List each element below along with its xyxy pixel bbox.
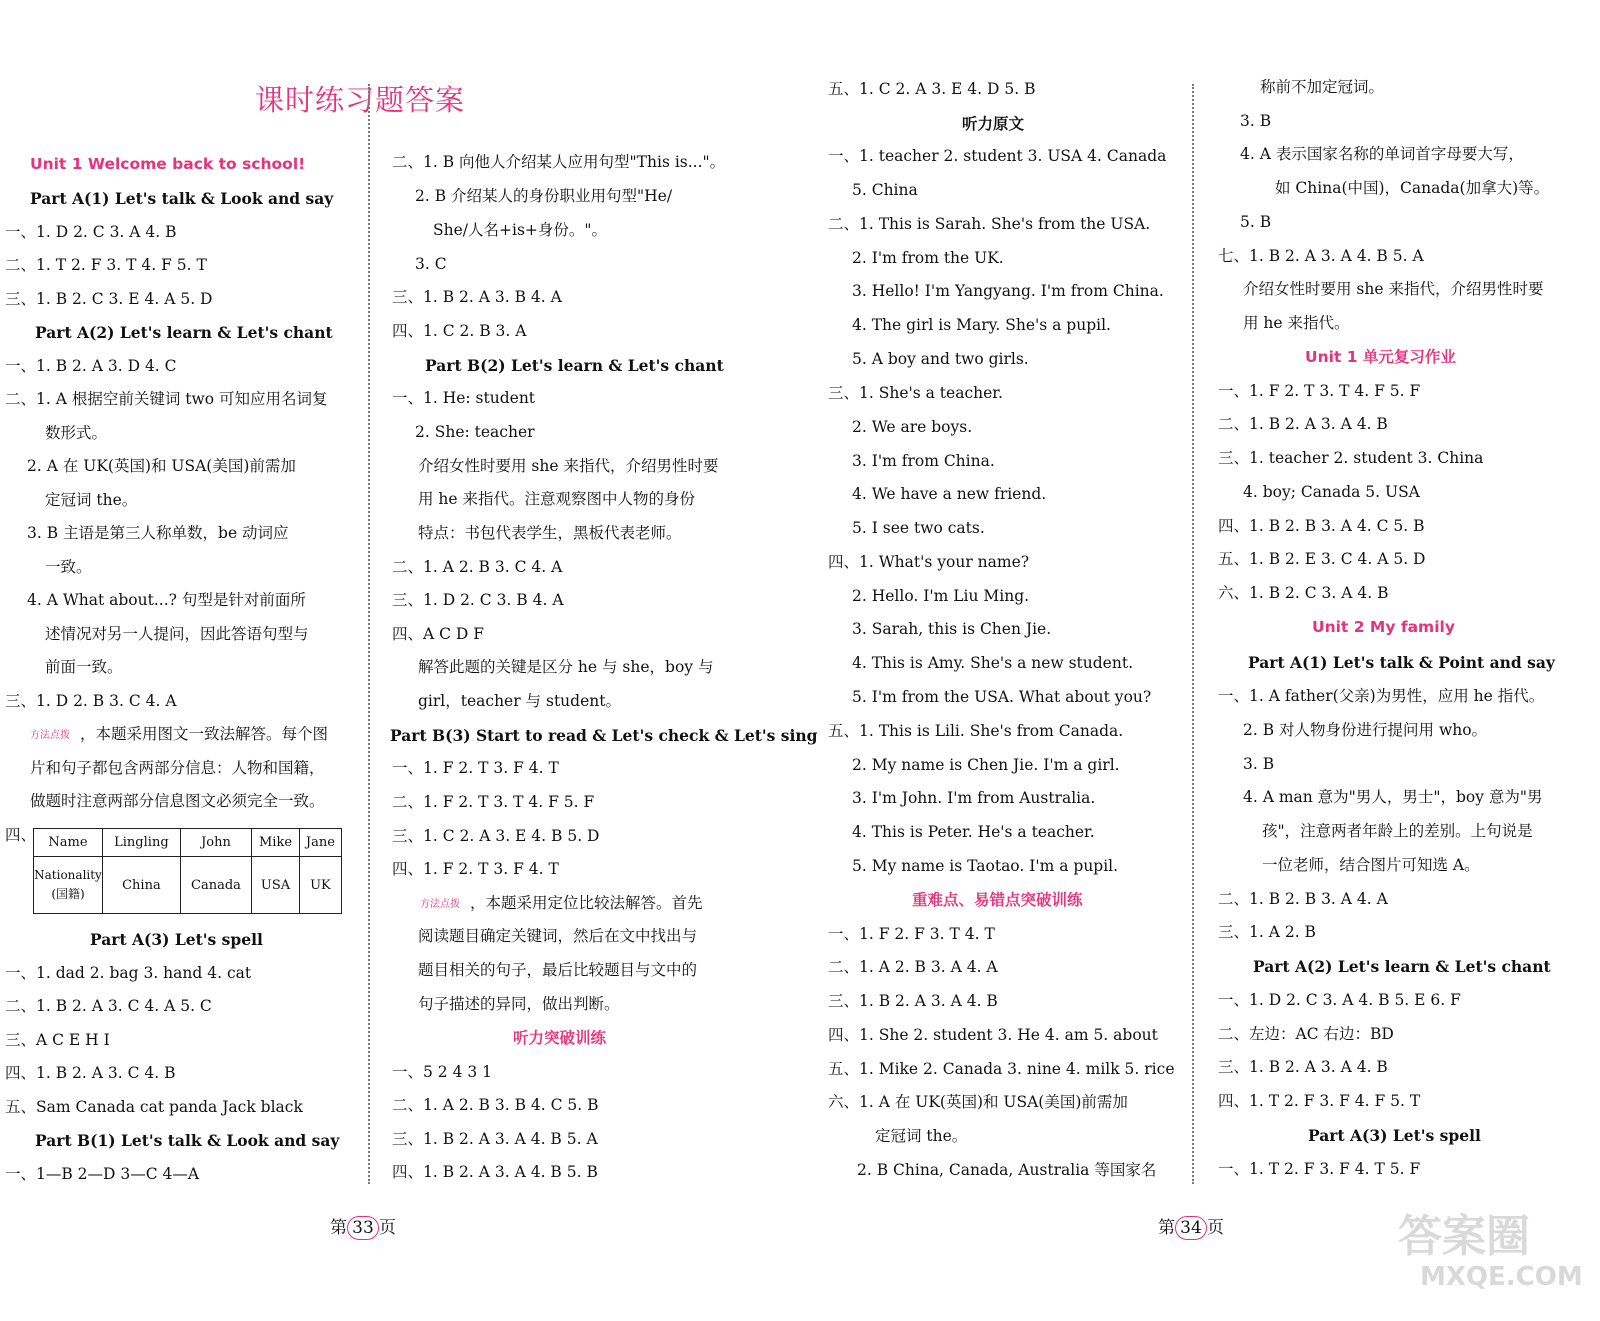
answer-line: 五、1. C 2. A 3. E 4. D 5. B [828,80,1036,98]
section-heading: Unit 1 Welcome back to school! [30,155,306,173]
answer-line: 5. I'm from the USA. What about you? [852,688,1152,706]
answer-line: 四、1. C 2. B 3. A [392,322,527,340]
answer-line: 三、1. C 2. A 3. E 4. B 5. D [392,827,600,845]
answer-line: 定冠词 the。 [875,1127,968,1145]
part-heading: Part A(2) Let's learn & Let's chant [1253,957,1551,976]
answer-line: 4. We have a new friend. [852,485,1047,503]
answer-line: 特点：书包代表学生，黑板代表老师。 [418,524,682,542]
answer-line: 三、1. A 2. B [1218,923,1316,941]
answer-line: 孩"，注意两者年龄上的差别。上句说是 [1262,822,1533,840]
answer-line: 4. A man 意为"男人，男士"，boy 意为"男 [1243,788,1543,806]
answer-line: ，本题采用图文一致法解答。每个图 [80,725,329,743]
table-row-label: Nationality (国籍) [34,857,103,914]
section-heading: 重难点、易错点突破训练 [912,891,1083,909]
part-heading: Part A(3) Let's spell [1308,1126,1481,1145]
answer-line: 3. I'm from China. [852,452,995,470]
answer-line: 称前不加定冠词。 [1260,78,1385,96]
answer-line: 题目相关的句子，最后比较题目与文中的 [418,961,698,979]
answer-line: 用 he 来指代。注意观察图中人物的身份 [418,490,696,508]
answer-line: 三、1. B 2. A 3. B 4. A [392,288,562,306]
nationality-table [33,828,342,914]
answer-line: ，本题采用定位比较法解答。首先 [470,894,703,912]
answer-line: 解答此题的关键是区分 he 与 she，boy 与 [418,658,714,676]
answer-line: 一、1. T 2. F 3. F 4. T 5. F [1218,1160,1421,1178]
answer-line: 四、1. B 2. A 3. A 4. B 5. B [392,1163,598,1181]
answer-line: 一、1. F 2. T 3. T 4. F 5. F [1218,382,1421,400]
watermark-url: MXQE.COM [1420,1262,1583,1292]
answer-line: 二、1. A 2. B 3. A 4. A [828,958,998,976]
answer-line: 二、1. T 2. F 3. T 4. F 5. T [5,256,207,274]
answer-line: 一、1. D 2. C 3. A 4. B 5. E 6. F [1218,991,1461,1009]
answer-line: 五、1. Mike 2. Canada 3. nine 4. milk 5. rice [828,1060,1175,1078]
answer-line: 4. The girl is Mary. She's a pupil. [852,316,1111,334]
table-header: Name [34,829,103,857]
answer-line: 四、1. She 2. student 3. He 4. am 5. about [828,1026,1158,1044]
answer-line: 二、1. B 向他人介绍某人应用句型"This is..."。 [392,153,726,171]
answer-line: 三、1. B 2. A 3. A 4. B [1218,1058,1388,1076]
answer-line: 数形式。 [45,424,108,442]
part-heading: Part A(1) Let's talk & Point and say [1248,653,1555,672]
answer-line: 三、1. teacher 2. student 3. China [1218,449,1484,467]
answer-line: 六、1. B 2. C 3. A 4. B [1218,584,1389,602]
answer-line: 2. My name is Chen Jie. I'm a girl. [852,756,1120,774]
answer-line: 4. A What about...? 句型是针对前面所 [27,591,306,609]
answer-line: 三、1. B 2. A 3. A 4. B 5. A [392,1130,598,1148]
answer-line: 4. This is Amy. She's a new student. [852,654,1133,672]
answer-line: 七、1. B 2. A 3. A 4. B 5. A [1218,247,1424,265]
section-heading: 听力突破训练 [513,1029,607,1047]
answer-line: 片和句子都包含两部分信息：人物和国籍， [30,759,325,777]
answer-line: 五、1. B 2. E 3. C 4. A 5. D [1218,550,1426,568]
answer-line: 一、1. He: student [392,389,536,407]
answer-line: 三、1. D 2. C 3. B 4. A [392,591,564,609]
answer-line: 一、1—B 2—D 3—C 4—A [5,1165,200,1183]
answer-line: 四、1. B 2. A 3. C 4. B [5,1064,176,1082]
answer-line: 3. C [415,255,447,273]
answer-line: 一致。 [45,558,92,576]
part-heading: Part B(2) Let's learn & Let's chant [425,356,724,375]
answer-line: 阅读题目确定关键词，然后在文中找出与 [418,927,698,945]
answer-line: 介绍女性时要用 she 来指代，介绍男性时要 [418,457,719,475]
answer-line: 如 China(中国)，Canada(加拿大)等。 [1275,179,1550,197]
answer-line: 四、1. F 2. T 3. F 4. T [392,860,559,878]
table-header: John [180,829,251,857]
answer-line: 四、A C D F [392,625,485,643]
answer-line: 3. I'm John. I'm from Australia. [852,789,1096,807]
table-cell: Canada [180,857,251,914]
part-heading: Part B(3) Start to read & Let's check & Let's sing [390,726,818,745]
answer-line: She/人名+is+身份。"。 [433,221,608,239]
method-tag: 方法点拨 [420,899,460,910]
answer-line: 一、1. D 2. C 3. A 4. B [5,223,177,241]
answer-line: 5. My name is Taotao. I'm a pupil. [852,857,1119,875]
answer-line: 三、1. B 2. A 3. A 4. B [828,992,998,1010]
answer-line: 2. B China, Canada, Australia 等国家名 [857,1161,1157,1179]
answer-line: 5. China [852,181,918,199]
part-heading: Part A(3) Let's spell [90,930,263,949]
answer-line: 前面一致。 [45,658,123,676]
part-heading: Part B(1) Let's talk & Look and say [35,1131,340,1150]
table-header: Jane [299,829,341,857]
answer-line: 2. She: teacher [415,423,535,441]
answer-line: 3. Hello! I'm Yangyang. I'm from China. [852,282,1164,300]
table-cell: UK [299,857,341,914]
answer-line: 二、1. B 2. A 3. A 4. B [1218,415,1388,433]
page-title: 课时练习题答案 [255,83,466,117]
answer-line: 二、1. This is Sarah. She's from the USA. [828,215,1151,233]
answer-line: 3. B [1240,112,1272,130]
part-heading: Part A(2) Let's learn & Let's chant [35,323,333,342]
watermark-logo: 答案圈 [1398,1211,1530,1262]
answer-line: 五、Sam Canada cat panda Jack black [5,1098,303,1116]
answer-line: 介绍女性时要用 she 来指代，介绍男性时要 [1243,280,1544,298]
table-cell: China [103,857,181,914]
answer-line: 四、 [5,826,37,844]
answer-line: 一位老师，结合图片可知选 A。 [1262,856,1480,874]
answer-line: 用 he 来指代。 [1243,314,1350,332]
answer-line: 4. boy; Canada 5. USA [1243,483,1420,501]
answer-line: 二、左边：AC 右边：BD [1218,1025,1394,1043]
page-number-right: 第 34 页 [1158,1218,1224,1238]
answer-line: 2. I'm from the UK. [852,249,1004,267]
answer-line: 一、1. A father(父亲)为男性，应用 he 指代。 [1218,687,1545,705]
answer-line: 5. I see two cats. [852,519,985,537]
column-divider [1192,84,1194,1184]
answer-line: 2. We are boys. [852,418,973,436]
answer-line: 一、1. F 2. F 3. T 4. T [828,925,995,943]
page-number-left: 第 33 页 [330,1218,396,1238]
answer-line: 5. A boy and two girls. [852,350,1029,368]
answer-line: 句子描述的异同，做出判断。 [418,995,620,1013]
answer-line: 二、1. A 根据空前关键词 two 可知应用名词复 [5,390,328,408]
answer-line: 2. B 对人物身份进行提问用 who。 [1243,721,1488,739]
answer-line: 一、1. dad 2. bag 3. hand 4. cat [5,964,252,982]
answer-line: 5. B [1240,213,1272,231]
answer-line: 四、1. T 2. F 3. F 4. F 5. T [1218,1092,1421,1110]
answer-line: 一、5 2 4 3 1 [392,1063,493,1081]
answer-line: 2. A 在 UK(英国)和 USA(美国)前需加 [27,457,296,475]
answer-line: 3. B [1243,755,1275,773]
answer-line: 定冠词 the。 [45,491,138,509]
answer-line: 3. Sarah, this is Chen Jie. [852,620,1052,638]
answer-line: 五、1. This is Lili. She's from Canada. [828,722,1124,740]
section-heading: Unit 2 My family [1312,618,1455,636]
answer-line: 一、1. F 2. T 3. F 4. T [392,759,559,777]
answer-line: 二、1. A 2. B 3. C 4. A [392,558,563,576]
answer-line: 三、1. She's a teacher. [828,384,1003,402]
answer-line: 4. A 表示国家名称的单词首字母要大写， [1240,145,1524,163]
answer-line: girl，teacher 与 student。 [418,692,621,710]
answer-line: 一、1. teacher 2. student 3. USA 4. Canada [828,147,1167,165]
answer-line: 一、1. B 2. A 3. D 4. C [5,357,177,375]
answer-line: 四、1. What's your name? [828,553,1030,571]
answer-line: 2. Hello. I'm Liu Ming. [852,587,1030,605]
part-heading: 听力原文 [962,114,1025,133]
method-tag: 方法点拨 [30,730,70,741]
answer-line: 三、1. D 2. B 3. C 4. A [5,692,177,710]
answer-line: 三、1. B 2. C 3. E 4. A 5. D [5,290,213,308]
table-header: Mike [252,829,300,857]
answer-line: 2. B 介绍某人的身份职业用句型"He/ [415,187,673,205]
answer-line: 二、1. A 2. B 3. B 4. C 5. B [392,1096,599,1114]
table-header: Lingling [103,829,181,857]
answer-line: 述情况对另一人提问，因此答语句型与 [45,625,309,643]
answer-line: 二、1. B 2. A 3. C 4. A 5. C [5,997,212,1015]
part-heading: Part A(1) Let's talk & Look and say [30,189,334,208]
answer-line: 4. This is Peter. He's a teacher. [852,823,1095,841]
answer-line: 二、1. F 2. T 3. T 4. F 5. F [392,793,595,811]
answer-line: 做题时注意两部分信息图文必须完全一致。 [30,792,325,810]
answer-line: 3. B 主语是第三人称单数，be 动词应 [27,524,289,542]
column-divider [368,84,370,1184]
answer-line: 六、1. A 在 UK(英国)和 USA(美国)前需加 [828,1093,1128,1111]
answer-line: 四、1. B 2. B 3. A 4. C 5. B [1218,517,1425,535]
table-cell: USA [252,857,300,914]
answer-line: 三、A C E H I [5,1031,110,1049]
section-heading: Unit 1 单元复习作业 [1305,348,1456,366]
answer-line: 二、1. B 2. B 3. A 4. A [1218,890,1388,908]
